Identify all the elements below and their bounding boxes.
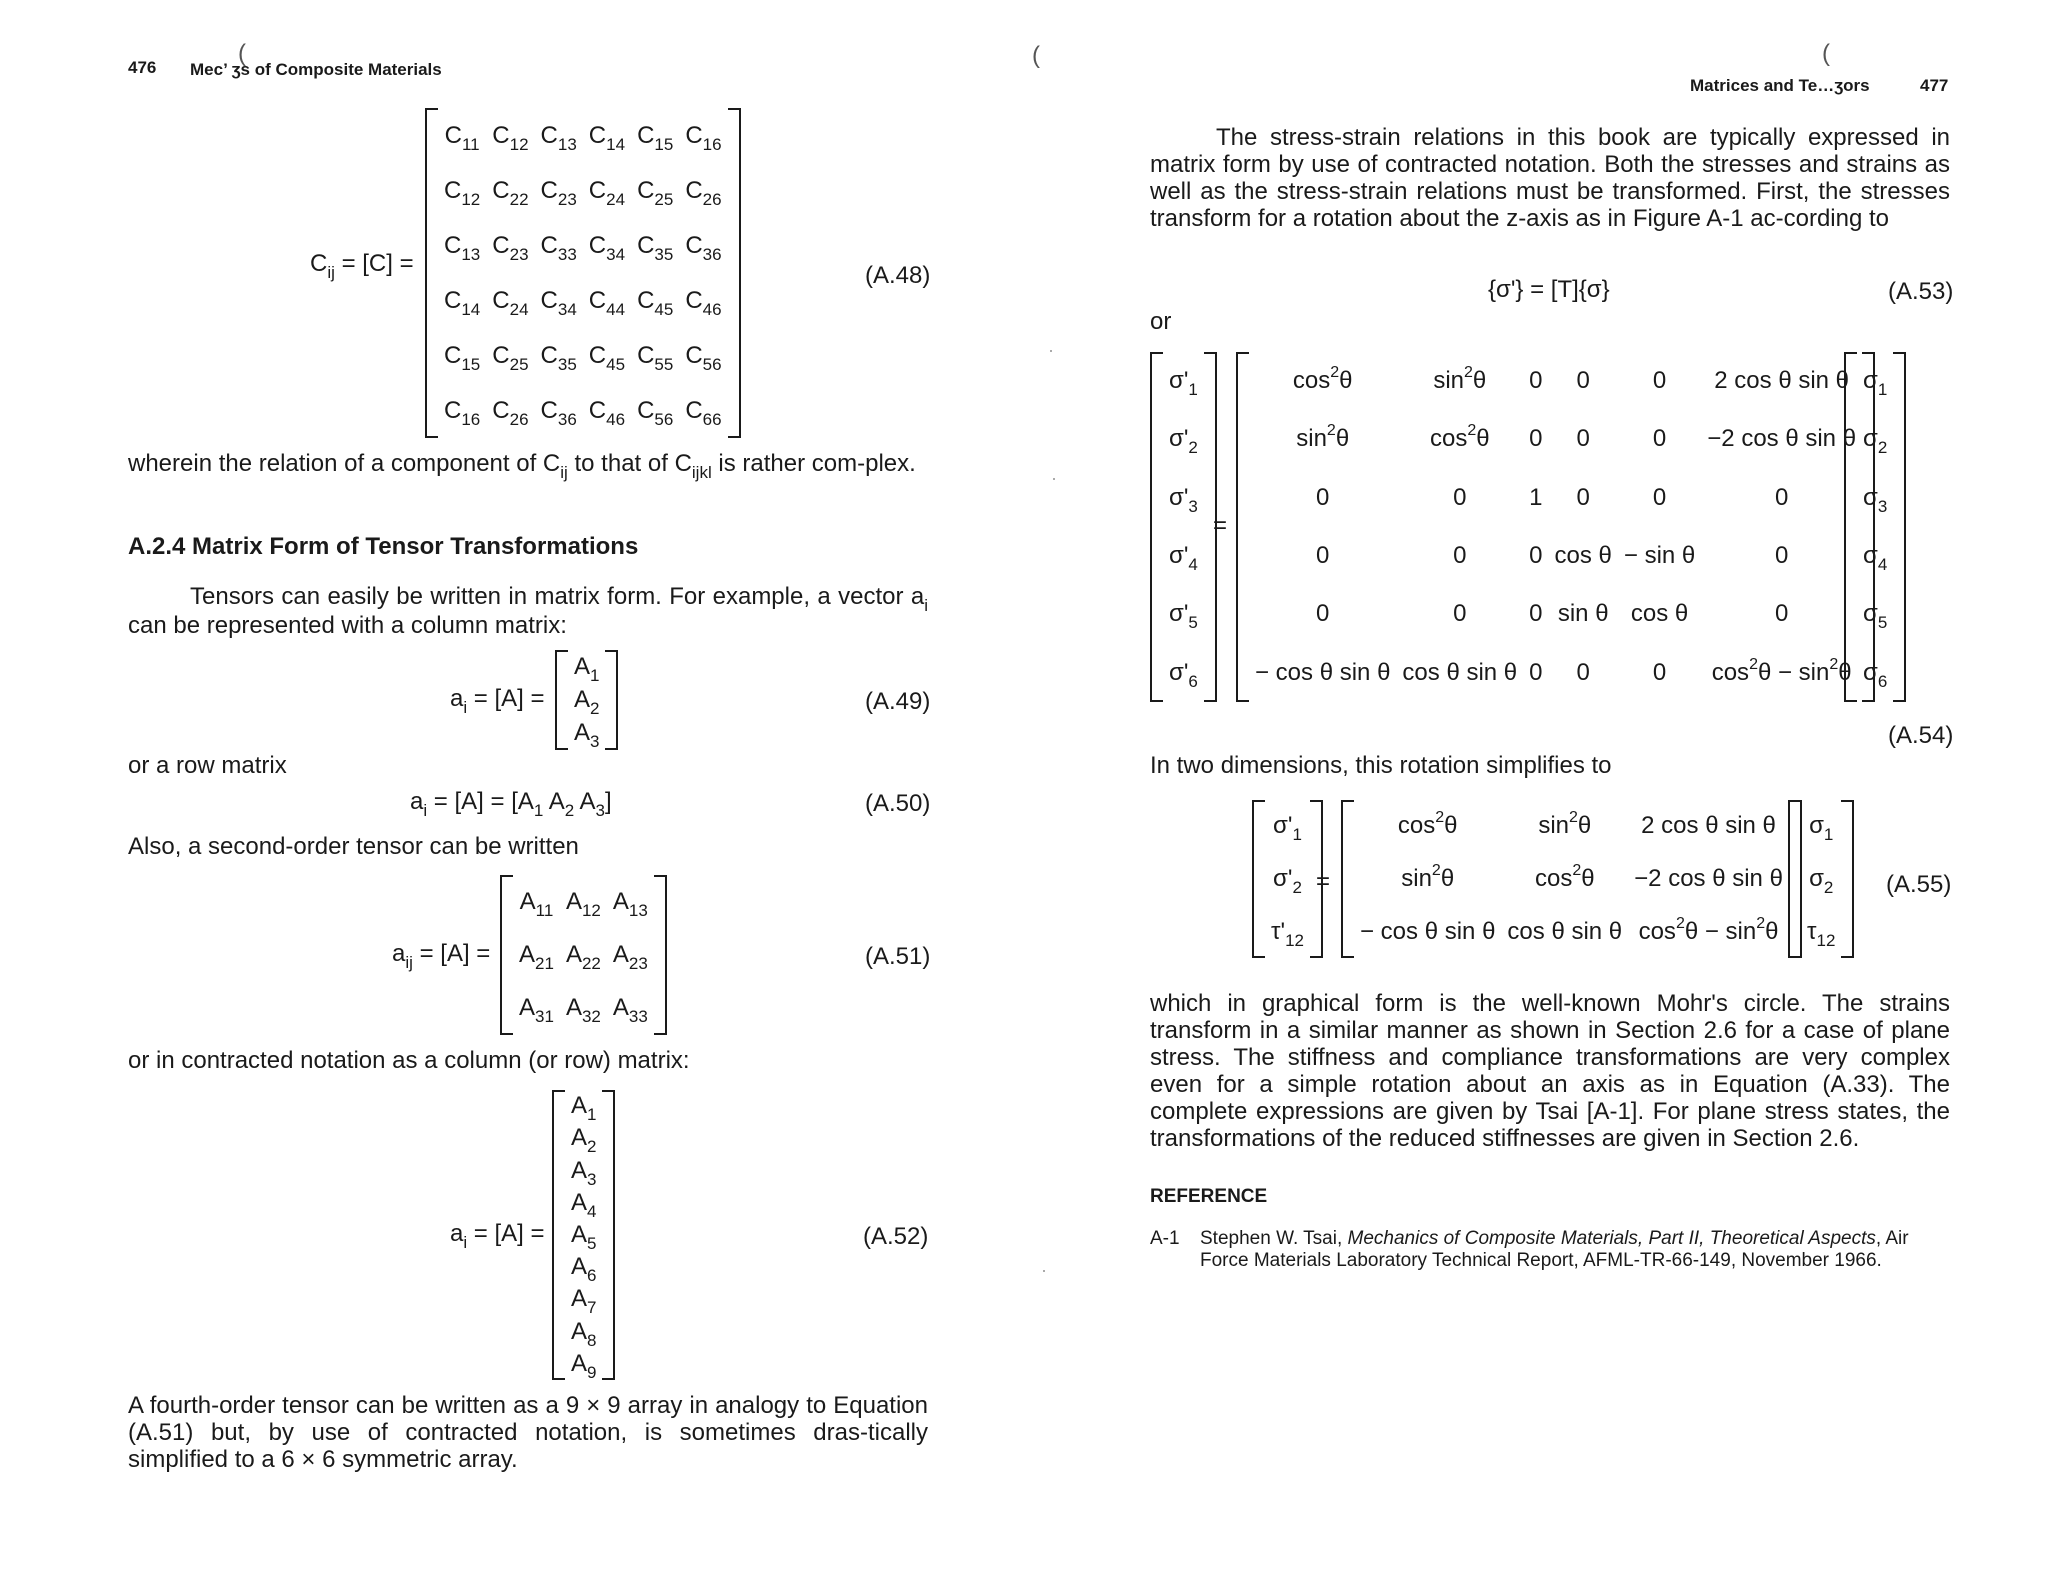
matrix-row [565, 1219, 602, 1251]
matrix-row [438, 383, 728, 438]
matrix-cell: $C_{56}$ [685, 341, 722, 374]
matrix-cell: 0 [1529, 425, 1543, 453]
matrix-cell: 0 [1529, 367, 1543, 395]
stress-vector-2d [1801, 800, 1841, 958]
eq-a54-rhs-vector [1844, 352, 1906, 702]
matrix-cell: − cos θ sin θ [1255, 658, 1391, 686]
matrix-row [1354, 800, 1789, 853]
matrix-row [1249, 410, 1862, 468]
eq-a51-matrix [500, 875, 667, 1035]
matrix-row [1354, 905, 1789, 958]
matrix-cell: $C_{56}$ [637, 396, 674, 429]
matrix-cell: $A_{13}$ [612, 887, 648, 920]
matrix-cell: $A_{32}$ [565, 994, 601, 1027]
matrix-cell: $\sin^2\theta$ [1433, 364, 1487, 395]
matrix-cell: $C_{16}$ [685, 121, 722, 154]
eq-a49-number: (A.49) [865, 688, 931, 715]
gutter-mark: ( [238, 40, 246, 67]
eq-a49-column [555, 650, 618, 750]
matrix-cell: 0 [1652, 483, 1667, 511]
matrix-row [1857, 585, 1893, 643]
matrix-row [513, 875, 654, 928]
eq-a51-lhs: $a_{ij} = [A]$ = [392, 940, 491, 972]
matrix-row [1801, 905, 1841, 958]
eq-a52-column [552, 1090, 615, 1380]
matrix-cell: $A_{33}$ [612, 994, 648, 1027]
matrix-cell: $\sigma_6$ [1863, 658, 1888, 691]
matrix-cell: $\sin^2\theta$ [1296, 422, 1350, 453]
matrix-cell: $C_{23}$ [492, 231, 529, 264]
eq-a48-lhs: $C_{ij} = [C]$ = [310, 250, 414, 282]
reference-title: Mechanics of Composite Materials, Part II, Theoretical Aspects [1347, 1228, 1876, 1249]
matrix-cell: $A_1$ [571, 1092, 597, 1125]
matrix-cell: $C_{14}$ [588, 121, 626, 154]
matrix-cell: $C_{35}$ [540, 341, 577, 374]
matrix-row [438, 328, 728, 383]
matrix-cell: 0 [1316, 542, 1330, 570]
eq-a55-lhs-vector [1252, 800, 1323, 958]
matrix-cell: cos θ sin θ [1507, 917, 1623, 945]
matrix-cell: 0 [1652, 658, 1667, 686]
matrix-cell: $A_{23}$ [612, 940, 648, 973]
right-bracket [728, 108, 741, 438]
matrix-cell: $A_{31}$ [519, 994, 554, 1027]
column-vector-table [568, 650, 605, 750]
left-bracket [1252, 800, 1265, 958]
right-bracket [1893, 352, 1906, 702]
matrix-cell: $\cos^2\theta$ [1397, 809, 1458, 840]
matrix-cell: $A_{11}$ [519, 887, 554, 920]
matrix-cell: $\sigma_2$ [1863, 425, 1888, 458]
scan-speck [1050, 350, 1052, 352]
right-running-head: Matrices and Te…ʒors [1690, 76, 1870, 95]
left-bracket [1341, 800, 1354, 958]
matrix-cell: $\tau_{12}$ [1807, 917, 1836, 950]
matrix-cell: $A_9$ [571, 1349, 597, 1382]
stress-prime-vector-2d [1265, 800, 1310, 958]
para-fourth-order: A fourth-order tensor can be written as a 9 × 9 array in analogy to Equation (A.51) but, by use of contracted notation, is sometimes dras-tically simplified to a 6 × 6 symmetric array. [128, 1392, 928, 1473]
matrix-cell: $C_{14}$ [444, 286, 481, 319]
matrix-cell: $\sigma_3$ [1863, 483, 1888, 516]
matrix-row [565, 1187, 602, 1219]
matrix-cell: $C_{22}$ [492, 176, 529, 209]
scan-speck [1043, 1270, 1045, 1272]
right-page-number: 477 [1920, 76, 1949, 95]
matrix-cell: $C_{23}$ [540, 176, 577, 209]
matrix-row [1249, 644, 1862, 702]
gutter-mark: ( [1822, 40, 1830, 67]
matrix-row [1163, 644, 1204, 702]
matrix-row [565, 1122, 602, 1154]
matrix-cell: $A_{12}$ [565, 887, 601, 920]
gutter-mark: ( [1032, 42, 1040, 69]
matrix-cell: $\sigma'_6$ [1169, 658, 1198, 691]
matrix-cell: 0 [1529, 600, 1543, 628]
matrix-cell: 1 [1529, 483, 1543, 511]
matrix-cell: $\sigma'_1$ [1169, 367, 1198, 400]
matrix-cell: $\cos^2\theta - \sin^2\theta$ [1711, 655, 1852, 686]
matrix-cell: $\cos^2\theta$ [1429, 422, 1490, 453]
matrix-cell: −2 cos θ sin θ [1634, 864, 1783, 892]
para-tensors: Tensors can easily be written in matrix form. For example, a vector $a_i$ can be represented with a column matrix: [128, 583, 928, 639]
matrix-cell: − cos θ sin θ [1360, 917, 1496, 945]
matrix-cell: 0 [1316, 483, 1330, 511]
matrix-row [565, 1251, 602, 1283]
matrix-cell: $C_{45}$ [637, 286, 674, 319]
also-second-order: Also, a second-order tensor can be written [128, 833, 579, 860]
matrix-row [513, 982, 654, 1035]
matrix-cell: $\sigma'_3$ [1169, 483, 1198, 516]
matrix-cell: 0 [1453, 542, 1467, 570]
matrix-row [1163, 410, 1204, 468]
matrix-cell: $\sin^2\theta$ [1401, 861, 1455, 892]
matrix-cell: $A_2$ [574, 685, 600, 718]
left-bracket [1788, 800, 1801, 958]
matrix-row [565, 1348, 602, 1380]
matrix-cell: 0 [1576, 658, 1590, 686]
matrix-cell: $A_2$ [571, 1124, 597, 1157]
section-heading-a24: A.2.4 Matrix Form of Tensor Transformations [128, 533, 639, 560]
matrix-row [438, 273, 728, 328]
matrix-cell: 2 cos θ sin θ [1714, 367, 1850, 395]
matrix-cell: 2 cos θ sin θ [1641, 812, 1776, 840]
para-stress-strain: The stress-strain relations in this book are typically expressed in matrix form by use of contracted notation. Both the stresses and strains as well as the stress-strain relations must be transformed. First, the stresses transform for a rotation about the z-axis as in Figure A-1 ac-cording to [1150, 124, 1950, 232]
transformation-matrix-6x6 [1249, 352, 1862, 702]
matrix-row [1354, 853, 1789, 906]
matrix-cell: $C_{15}$ [637, 121, 674, 154]
matrix-cell: 0 [1576, 367, 1590, 395]
eq-a49-lhs: $a_i = [A]$ = [450, 685, 545, 717]
matrix-cell: $\sigma'_1$ [1273, 812, 1302, 845]
matrix-cell: $C_{13}$ [444, 231, 481, 264]
matrix-row [1801, 800, 1841, 853]
matrix-cell: $\sigma_5$ [1863, 600, 1888, 633]
stress-prime-vector [1163, 352, 1204, 702]
matrix-cell: $C_{35}$ [637, 231, 674, 264]
matrix-cell: sin θ [1557, 600, 1609, 628]
matrix-row [1857, 352, 1893, 410]
matrix-cell: $C_{46}$ [588, 396, 626, 429]
matrix-cell: $\sigma_4$ [1863, 542, 1888, 575]
eq-a51-number: (A.51) [865, 943, 931, 970]
left-bracket [552, 1090, 565, 1380]
matrix-cell: $A_1$ [574, 652, 600, 685]
matrix-cell: 0 [1453, 600, 1467, 628]
left-bracket [1236, 352, 1249, 702]
left-bracket [1150, 352, 1163, 702]
matrix-cell: $A_6$ [571, 1253, 597, 1286]
matrix-cell: $C_{13}$ [540, 121, 577, 154]
eq-a52-lhs: $a_i = [A]$ = [450, 1220, 545, 1252]
matrix-row [1249, 527, 1862, 585]
matrix-row [1265, 800, 1310, 853]
matrix-cell: $\sigma'_5$ [1169, 600, 1198, 633]
matrix-cell: $C_{26}$ [492, 396, 529, 429]
matrix-cell: cos θ [1554, 542, 1612, 570]
eq-a54-matrix [1236, 352, 1875, 702]
matrix-row [1801, 853, 1841, 906]
contracted-column-table [565, 1090, 602, 1380]
eq-a54-lhs-vector [1150, 352, 1217, 702]
eq-a50-expression: $a_i = [A] = [A_1$ $A_2$ $A_3$] [410, 788, 612, 820]
matrix-cell: $A_3$ [571, 1156, 597, 1189]
or-word: or [1150, 308, 1172, 335]
matrix-cell: 0 [1316, 600, 1330, 628]
left-bracket [1844, 352, 1857, 702]
reference-label: A-1 [1150, 1228, 1180, 1249]
left-page-number: 476 [128, 58, 157, 77]
second-order-matrix-table [513, 875, 654, 1035]
para-after-a48: wherein the relation of a component of $C_{ij}$ to that of $C_{ijkl}$ is rather com-plex. [128, 450, 916, 482]
matrix-cell: $C_{24}$ [492, 286, 529, 319]
matrix-cell: 0 [1529, 542, 1543, 570]
eq-a55-number: (A.55) [1886, 871, 1952, 898]
matrix-row [1857, 469, 1893, 527]
matrix-cell: $C_{12}$ [444, 176, 481, 209]
matrix-cell: $C_{46}$ [685, 286, 722, 319]
reference-entry: Stephen W. Tsai, Mechanics of Composite Materials, Part II, Theoretical Aspects, Air Force Materials Laboratory Technical Report, AFML-TR-66-149, November 1966. [1200, 1228, 1909, 1271]
matrix-cell: $C_{36}$ [685, 231, 722, 264]
matrix-cell: 0 [1774, 542, 1789, 570]
or-contracted: or in contracted notation as a column (or row) matrix: [128, 1047, 690, 1074]
matrix-cell: cos θ [1630, 600, 1689, 628]
right-bracket [1841, 800, 1854, 958]
or-row-matrix: or a row matrix [128, 752, 287, 779]
matrix-row [1163, 585, 1204, 643]
left-running-head: Mec’ ʒs of Composite Materials [190, 60, 442, 79]
matrix-row [1857, 410, 1893, 468]
matrix-row [1857, 527, 1893, 585]
matrix-cell: $\sin^2\theta$ [1538, 809, 1592, 840]
matrix-cell: $\tau'_{12}$ [1271, 917, 1304, 950]
matrix-row [565, 1154, 602, 1186]
matrix-cell: $A_{22}$ [565, 940, 601, 973]
matrix-row [513, 928, 654, 981]
scan-speck [1053, 478, 1055, 480]
para-mohr: which in graphical form is the well-known Mohr's circle. The strains transform in a similar manner as shown in Section 2.6 for a case of plane stress. The stiffness and compliance transformations are very complex even for a simple rotation about an axis as in Equation (A.33). The complete expressions are given by Tsai [A-1]. For plane stress states, the transformations of the reduced stiffnesses are given in Section 2.6. [1150, 990, 1950, 1152]
matrix-cell: $A_3$ [574, 719, 600, 752]
matrix-cell: $C_{25}$ [637, 176, 674, 209]
matrix-row [565, 1316, 602, 1348]
eq-a53-expression: {σ'} = [T]{σ} [1488, 276, 1610, 303]
matrix-cell: $C_{25}$ [492, 341, 529, 374]
matrix-cell: − sin θ [1623, 542, 1696, 570]
matrix-cell: $C_{34}$ [540, 286, 577, 319]
matrix-row [1265, 905, 1310, 958]
transformation-matrix-3x3 [1354, 800, 1789, 958]
matrix-cell: $\sigma'_2$ [1169, 425, 1198, 458]
matrix-row [568, 717, 605, 750]
matrix-cell: $C_{12}$ [492, 121, 529, 154]
matrix-cell: 0 [1652, 425, 1667, 453]
eq-a52-number: (A.52) [863, 1223, 929, 1250]
matrix-row [438, 163, 728, 218]
matrix-cell: 0 [1576, 483, 1590, 511]
two-dim-text: In two dimensions, this rotation simplifies to [1150, 752, 1612, 779]
matrix-cell: $C_{11}$ [444, 121, 480, 154]
matrix-row [1163, 469, 1204, 527]
matrix-cell: $C_{24}$ [588, 176, 626, 209]
matrix-cell: 0 [1774, 483, 1789, 511]
matrix-cell: 0 [1652, 367, 1667, 395]
matrix-row [568, 650, 605, 683]
matrix-cell: cos θ sin θ [1402, 658, 1518, 686]
matrix-cell: $\sigma'_2$ [1273, 864, 1302, 897]
matrix-cell: 0 [1529, 658, 1543, 686]
left-bracket [555, 650, 568, 750]
matrix-cell: $A_8$ [571, 1317, 597, 1350]
matrix-row [565, 1283, 602, 1315]
matrix-cell: −2 cos θ sin θ [1707, 425, 1857, 453]
stiffness-matrix-table [438, 108, 728, 438]
matrix-row [1249, 469, 1862, 527]
matrix-row [438, 108, 728, 163]
equals-sign: = [1213, 512, 1228, 539]
matrix-cell: $\cos^2\theta$ [1534, 861, 1595, 892]
matrix-cell: $\cos^2\theta - \sin^2\theta$ [1638, 914, 1779, 945]
matrix-cell: $\sigma'_4$ [1169, 542, 1198, 575]
matrix-cell: $C_{44}$ [588, 286, 626, 319]
matrix-row [568, 683, 605, 716]
eq-a53-number: (A.53) [1888, 278, 1954, 305]
right-bracket [602, 1090, 615, 1380]
matrix-cell: $C_{66}$ [685, 396, 722, 429]
eq-a54-number: (A.54) [1888, 722, 1954, 749]
left-bracket [500, 875, 513, 1035]
matrix-row [438, 218, 728, 273]
matrix-cell: $C_{16}$ [444, 396, 481, 429]
matrix-cell: 0 [1576, 425, 1590, 453]
matrix-cell: $A_7$ [571, 1285, 597, 1318]
matrix-cell: 0 [1453, 483, 1467, 511]
matrix-row [1163, 352, 1204, 410]
matrix-cell: $A_5$ [571, 1220, 597, 1253]
matrix-cell: $C_{36}$ [540, 396, 577, 429]
matrix-cell: $C_{33}$ [540, 231, 577, 264]
matrix-cell: $C_{34}$ [588, 231, 626, 264]
matrix-cell: $A_{21}$ [519, 940, 554, 973]
matrix-cell: $C_{15}$ [444, 341, 481, 374]
matrix-row [1249, 585, 1862, 643]
matrix-cell: $C_{26}$ [685, 176, 722, 209]
matrix-cell: $\sigma_1$ [1863, 367, 1888, 400]
matrix-cell: $C_{55}$ [637, 341, 674, 374]
matrix-row [565, 1090, 602, 1122]
eq-a48-number: (A.48) [865, 262, 931, 289]
matrix-cell: $A_4$ [571, 1188, 597, 1221]
stress-vector [1857, 352, 1893, 702]
eq-a55-matrix [1341, 800, 1802, 958]
matrix-cell: $\sigma_2$ [1809, 864, 1834, 897]
matrix-cell: $C_{45}$ [588, 341, 626, 374]
matrix-row [1249, 352, 1862, 410]
left-bracket [425, 108, 438, 438]
eq-a50-number: (A.50) [865, 790, 931, 817]
matrix-row [1857, 644, 1893, 702]
right-bracket [654, 875, 667, 1035]
matrix-row [1163, 527, 1204, 585]
matrix-row [1265, 853, 1310, 906]
equals-sign: = [1316, 868, 1331, 895]
reference-heading: REFERENCE [1150, 1186, 1268, 1207]
right-bracket [605, 650, 618, 750]
eq-a55-rhs-vector [1788, 800, 1854, 958]
matrix-cell: $\cos^2\theta$ [1292, 364, 1353, 395]
matrix-cell: 0 [1774, 600, 1789, 628]
matrix-cell: $\sigma_1$ [1809, 812, 1834, 845]
eq-a48-matrix [425, 108, 741, 438]
